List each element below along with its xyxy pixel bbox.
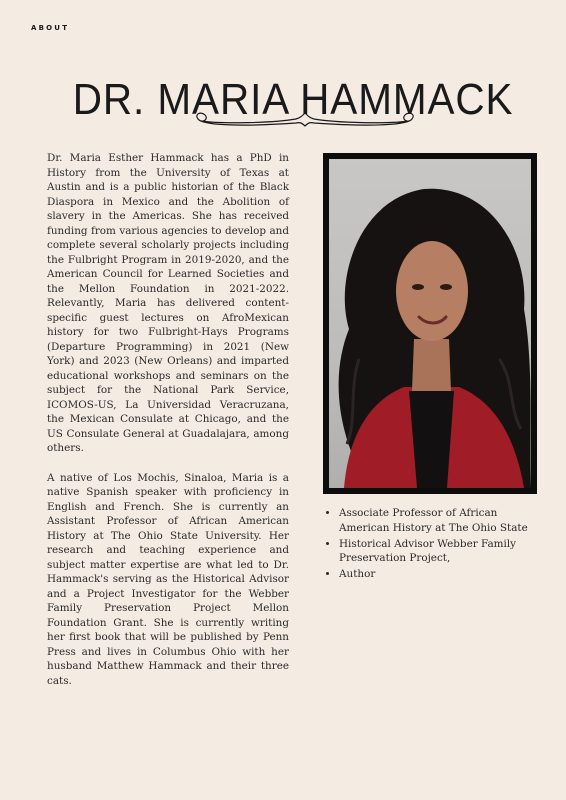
portrait-photo bbox=[329, 159, 531, 488]
list-item: • Historical Advisor Webber Family Preservation Project, bbox=[339, 537, 549, 567]
portrait-frame bbox=[323, 153, 537, 494]
section-eyebrow: ABOUT bbox=[31, 24, 70, 32]
list-item: • Associate Professor of African American History at The Ohio State bbox=[339, 506, 549, 536]
biography-text bbox=[47, 151, 289, 703]
page-title: DR. MARIA HAMMACK bbox=[72, 75, 514, 125]
bio-paragraph: A native of Los Mochis, Sinaloa, Maria is a native Spanish speaker with proficiency in English and French. She is currently an Assistant Professor of African American History at The Ohio State University. Her research and teaching experience and subject matter expertise are what led to Dr. Hammack's serving as the Historical Advisor and a Project Investigator for the Webber Family Preservation Project Mellon Foundation Grant. She is currently writing her first book that will be published by Penn Press and lives in Columbus Ohio with her husband Matthew Hammack and their three cats. bbox=[47, 471, 289, 687]
roles-list bbox=[327, 506, 549, 583]
bio-paragraph: Dr. Maria Esther Hammack has a PhD in History from the University of Texas at Austin and is a public historian of the Black Diaspora in Mexico and the Abolition of slavery in the Americas. She has received funding from various agencies to develop and complete several scholarly projects including the Fulbright Program in 2019-2020, and the American Council for Learned Societies and the Mellon Foundation in 2021-2022. Relevantly, Maria has delivered content-specific guest lectures on AfroMexican history for two Fulbright-Hays Programs (Departure Programming) in 2021 (New York) and 2023 (New Orleans) and imparted educational workshops and seminars on the subject for the National Park Service, ICOMOS-US, La Universidad Veracruzana, the Mexican Consulate at Chicago, and the US Consulate General at Guadalajara, among others. bbox=[47, 152, 289, 454]
list-item: • Author bbox=[339, 567, 549, 582]
decorative-flourish bbox=[192, 108, 418, 130]
